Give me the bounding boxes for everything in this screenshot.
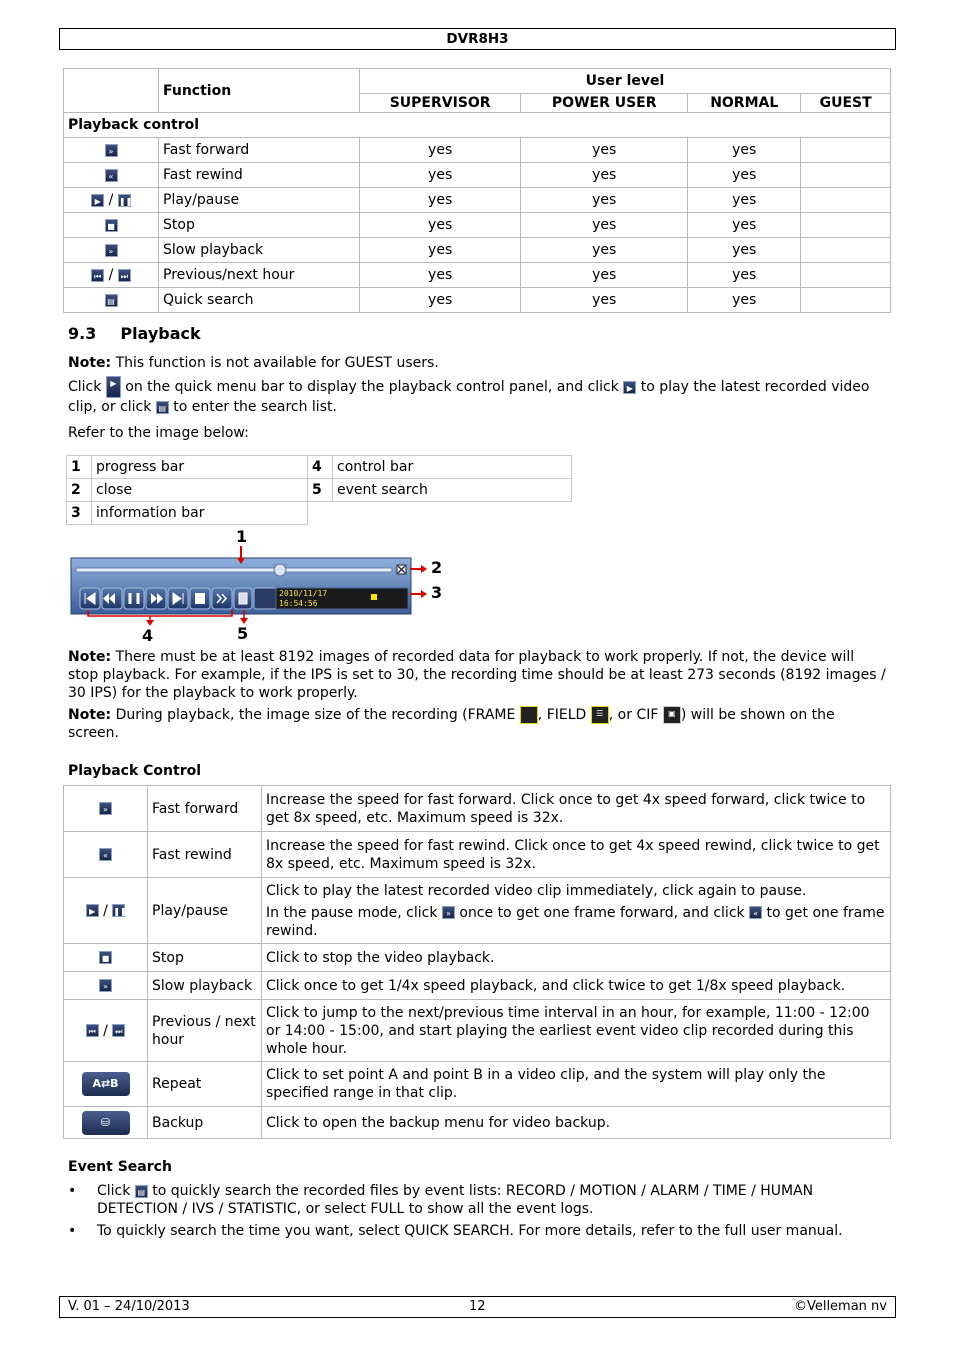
info-date: 2010/11/17 <box>279 589 328 598</box>
control-bar <box>80 588 252 609</box>
event-search-heading: Event Search <box>68 1159 172 1175</box>
legend-table: 1 progress bar 4 control bar 2 close 5 event search 3 information bar <box>66 455 572 525</box>
status-indicator <box>371 594 377 600</box>
pause-icon: ❚❚ <box>112 904 125 917</box>
quick-search-icon: ▤ <box>105 294 118 307</box>
section-heading: 9.3 Playback <box>68 324 201 343</box>
table-row: « Fast rewind yes yes yes <box>64 163 891 188</box>
playback-control-table <box>63 785 891 1139</box>
level-power-user: POWER USER <box>521 94 688 113</box>
table-row: ⏮ / ⏭ Previous/next hour yes yes yes <box>64 263 891 288</box>
footer-copyright: ©Velleman nv <box>793 1299 887 1314</box>
pause-button[interactable] <box>124 588 144 609</box>
field-icon: ☰ <box>591 706 609 724</box>
table-row: ▤ Quick search yes yes yes <box>64 288 891 313</box>
repeat-ab-icon: A⇄B <box>82 1072 130 1096</box>
previous-hour-icon: ⏮ <box>91 269 104 282</box>
col-function: Function <box>159 69 360 113</box>
backup-icon[interactable] <box>254 588 276 609</box>
fast-forward-icon: » <box>105 144 118 157</box>
playback-menu-icon: ▶ <box>106 376 121 398</box>
section-playback-control: Playback control <box>64 113 891 138</box>
frame-icon <box>520 706 538 724</box>
list-item: • Click ▤ to quickly search the recorded files by event lists: RECORD / MOTION / ALARM / TIME / HUMAN DETECTION / IVS / STATISTIC, or select FULL to show all the event logs. <box>68 1183 814 1217</box>
callout-5: 5 <box>237 624 249 643</box>
col-user-level: User level <box>360 69 891 94</box>
play-icon: ▶ <box>623 381 636 394</box>
click-paragraph: Click ▶ on the quick menu bar to display the playback control panel, and click ▶ to play the latest recorded video clip, or click ▤ to enter the search list. <box>68 376 888 416</box>
backup-icon: ⛁ <box>82 1111 130 1135</box>
play-icon: ▶ <box>91 194 104 207</box>
playback-control-heading: Playback Control <box>68 763 202 779</box>
note-8192: Note: There must be at least 8192 images of recorded data for playback to work properly. If not, the device will stop playback. For example, if the IPS is set to 30, the recording time should be at least 273 seconds (8192 images / 30 IPS) for the playback to work properly. <box>68 649 886 701</box>
progress-bar[interactable] <box>76 568 392 572</box>
fast-forward-icon: » <box>99 802 112 815</box>
document-title: DVR8H3 <box>446 31 509 47</box>
cif-icon: ▣ <box>663 706 681 724</box>
page-footer <box>59 1296 896 1318</box>
fast-rewind-icon: « <box>105 169 118 182</box>
table-row: ▶ / ❚❚ Play/pause yes yes yes <box>64 188 891 213</box>
stop-icon: ■ <box>105 219 118 232</box>
next-hour-icon: ⏭ <box>118 269 131 282</box>
table-row: ■ Stop Click to stop the video playback. <box>64 944 891 972</box>
table-row: « Fast rewind Increase the speed for fast rewind. Click once to get 4x speed rewind, click twice to get 8x speed, etc. Maximum speed is 32x. <box>64 832 891 878</box>
progress-handle[interactable] <box>274 564 286 576</box>
table-row: A⇄B Repeat Click to set point A and point B in a video clip, and the system will play only the specified range in that clip. <box>64 1062 891 1107</box>
refer-text: Refer to the image below: <box>68 425 249 441</box>
slow-playback-icon: » <box>105 244 118 257</box>
table-row: » Fast forward yes yes yes <box>64 138 891 163</box>
search-list-icon: ▤ <box>156 401 169 414</box>
slow-playback-icon: » <box>99 979 112 992</box>
fast-rewind-icon: « <box>99 848 112 861</box>
callout-4: 4 <box>142 626 154 645</box>
page-header <box>59 28 896 50</box>
pause-icon: ❚❚ <box>118 194 131 207</box>
callout-1: 1 <box>236 528 248 546</box>
table-row: ■ Stop yes yes yes <box>64 213 891 238</box>
footer-version: V. 01 – 24/10/2013 <box>68 1299 190 1314</box>
table-row: ⛁ Backup Click to open the backup menu for video backup. <box>64 1107 891 1139</box>
info-time: 16:54:56 <box>279 599 318 608</box>
list-item: • To quickly search the time you want, select QUICK SEARCH. For more details, refer to the full user manual. <box>68 1223 843 1239</box>
note-guest: Note: This function is not available for GUEST users. <box>68 355 439 371</box>
playback-panel-illustration <box>68 528 448 646</box>
table-row: » Slow playback Click once to get 1/4x speed playback, and click twice to get 1/8x speed playback. <box>64 972 891 1000</box>
fast-forward-icon: » <box>442 906 455 919</box>
table-row: ⏮ / ⏭ Previous / next hour Click to jump to the next/previous time interval in an hour, for example, 11:00 - 12:00 or 14:00 - 15:00, and start playing the earliest event video clip recorded during this whole hour. <box>64 1000 891 1062</box>
table-row: » Slow playback yes yes yes <box>64 238 891 263</box>
note-image-size: Note: During playback, the image size of the recording (FRAME , FIELD ☰ , or CIF ▣ ) will be shown on the screen. <box>68 707 835 741</box>
callout-2: 2 <box>431 558 443 577</box>
page-number: 12 <box>469 1299 486 1314</box>
user-level-table <box>63 68 891 313</box>
stop-icon: ■ <box>99 951 112 964</box>
previous-hour-icon: ⏮ <box>86 1024 99 1037</box>
fast-rewind-icon: « <box>749 906 762 919</box>
play-icon: ▶ <box>86 904 99 917</box>
callout-3: 3 <box>431 583 443 602</box>
table-row: ▶ / ❚❚ Play/pause Click to play the latest recorded video clip immediately, click again to pause. In the pause mode, click » once to get one frame forward, and click « to get one frame rewind. <box>64 878 891 944</box>
quick-search-icon: ▤ <box>135 1185 148 1198</box>
level-guest: GUEST <box>801 94 891 113</box>
level-supervisor: SUPERVISOR <box>360 94 521 113</box>
next-hour-icon: ⏭ <box>112 1024 125 1037</box>
table-row: » Fast forward Increase the speed for fast forward. Click once to get 4x speed forward, click twice to get 8x speed, etc. Maximum speed is 32x. <box>64 786 891 832</box>
level-normal: NORMAL <box>688 94 801 113</box>
